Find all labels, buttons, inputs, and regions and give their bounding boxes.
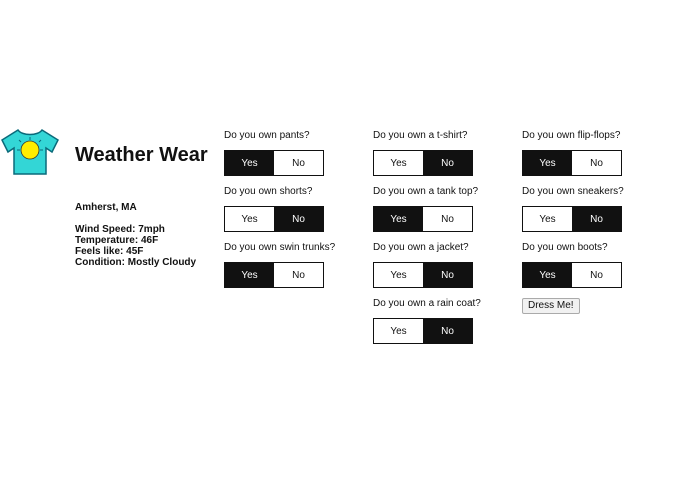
question-label: Do you own flip-flops? [522, 130, 621, 141]
swim-trunks-toggle [224, 262, 324, 288]
question-label: Do you own a rain coat? [373, 298, 481, 309]
jacket-toggle [373, 262, 473, 288]
dress-me-button[interactable]: Dress Me! [522, 298, 580, 314]
boots-yes-option[interactable]: Yes [523, 263, 572, 287]
flip-flops-no-option[interactable]: No [572, 151, 621, 175]
question-boots [522, 241, 652, 288]
temperature-text: Temperature: 46F [75, 235, 159, 246]
tank-top-no-option[interactable]: No [423, 207, 472, 231]
swim-trunks-yes-option[interactable]: Yes [225, 263, 274, 287]
tshirt-yes-option[interactable]: Yes [374, 151, 423, 175]
shorts-toggle [224, 206, 324, 232]
shorts-no-option[interactable]: No [274, 207, 323, 231]
rain-coat-yes-option[interactable]: Yes [374, 319, 423, 343]
question-label: Do you own sneakers? [522, 186, 624, 197]
sneakers-yes-option[interactable]: Yes [523, 207, 572, 231]
question-jacket [373, 241, 503, 288]
sneakers-no-option[interactable]: No [572, 207, 621, 231]
pants-no-option[interactable]: No [274, 151, 323, 175]
tank-top-yes-option[interactable]: Yes [374, 207, 423, 231]
shorts-yes-option[interactable]: Yes [225, 207, 274, 231]
pants-toggle [224, 150, 324, 176]
boots-no-option[interactable]: No [572, 263, 621, 287]
question-swim-trunks [224, 241, 354, 288]
question-label: Do you own a tank top? [373, 186, 479, 197]
app-title: Weather Wear [75, 144, 208, 166]
boots-toggle [522, 262, 622, 288]
condition-text: Condition: Mostly Cloudy [75, 257, 197, 268]
feels-like-text: Feels like: 45F [75, 246, 144, 257]
question-label: Do you own shorts? [224, 186, 313, 197]
tank-top-toggle [373, 206, 473, 232]
question-label: Do you own a t-shirt? [373, 130, 468, 141]
sneakers-toggle [522, 206, 622, 232]
question-tshirt [373, 129, 503, 176]
tshirt-no-option[interactable]: No [423, 151, 472, 175]
question-label: Do you own pants? [224, 130, 310, 141]
question-shorts [224, 185, 354, 232]
flip-flops-yes-option[interactable]: Yes [523, 151, 572, 175]
question-label: Do you own boots? [522, 242, 608, 253]
question-label: Do you own swin trunks? [224, 242, 336, 253]
jacket-no-option[interactable]: No [423, 263, 472, 287]
question-sneakers [522, 185, 652, 232]
question-rain-coat [373, 297, 503, 344]
tshirt-sun-icon [0, 126, 60, 176]
question-flip-flops [522, 129, 652, 176]
weather-info [75, 202, 196, 268]
question-label: Do you own a jacket? [373, 242, 469, 253]
wind-speed-text: Wind Speed: 7mph [75, 224, 165, 235]
tshirt-toggle [373, 150, 473, 176]
flip-flops-toggle [522, 150, 622, 176]
pants-yes-option[interactable]: Yes [225, 151, 274, 175]
question-tank-top [373, 185, 503, 232]
location-text: Amherst, MA [75, 202, 137, 213]
question-pants [224, 129, 354, 176]
swim-trunks-no-option[interactable]: No [274, 263, 323, 287]
rain-coat-no-option[interactable]: No [423, 319, 472, 343]
rain-coat-toggle [373, 318, 473, 344]
jacket-yes-option[interactable]: Yes [374, 263, 423, 287]
